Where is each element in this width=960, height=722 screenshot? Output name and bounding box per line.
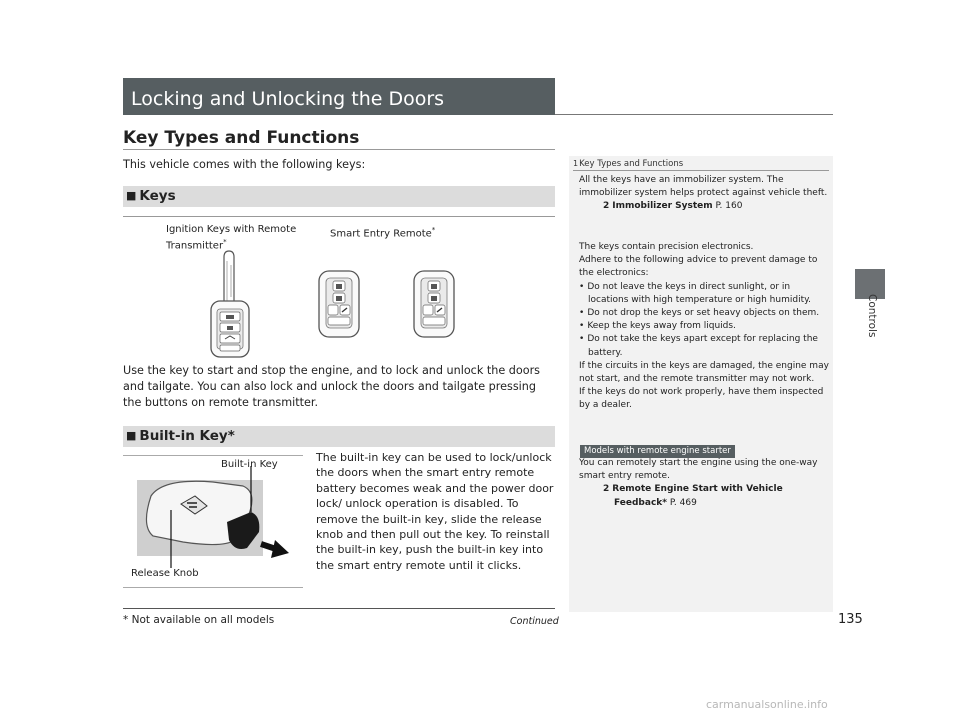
smart-remote-four-button-icon xyxy=(319,271,359,337)
reference-arrow-icon: 2 xyxy=(603,201,610,212)
page-number: 135 xyxy=(838,612,863,627)
sidebar-block-remote-start xyxy=(579,457,829,510)
list-item: • Do not take the keys apart except for replacing the battery. xyxy=(579,333,829,359)
care-bullet-list xyxy=(579,281,829,360)
ignition-keys-label: Ignition Keys with Remote Transmitter* xyxy=(166,224,297,252)
sidebar-paragraph: You can remotely start the engine using the one-way smart entry remote. xyxy=(579,458,818,482)
builtin-key-description: The built-in key can be used to lock/unlock the doors when the smart entry remote battery becomes weak and the power door lock/ unlock operation is disabled. To remove the built-in key, slide the release knob and then pull out the key. To reinstall the built-in key, push the built-in key into the smart entry remote until it clicks. xyxy=(316,451,554,572)
list-item: • Do not drop the keys or set heavy objects on them. xyxy=(579,307,829,320)
list-item: • Do not leave the keys in direct sunlight, or in locations with high temperature or high humidity. xyxy=(579,281,829,307)
chapter-rule xyxy=(555,114,833,115)
footer-rule xyxy=(123,608,555,609)
chapter-title: Locking and Unlocking the Doors xyxy=(131,88,445,110)
sidebar-rule xyxy=(573,170,829,171)
intro-text: This vehicle comes with the following keys: xyxy=(123,158,366,171)
builtin-key-subheading: ■ Built-in Key* xyxy=(126,428,235,444)
footnote: * Not available on all models xyxy=(123,614,275,626)
keys-subheading-text: Keys xyxy=(139,188,176,204)
ignition-key-icon xyxy=(211,251,249,357)
sidebar-paragraph: If the keys do not work properly, have them inspected by a dealer. xyxy=(579,387,824,411)
keys-subheading-bar xyxy=(123,186,555,207)
sidebar-paragraph: The keys contain precision electronics. xyxy=(579,242,754,252)
builtin-key-subheading-text: Built-in Key xyxy=(139,428,228,444)
square-marker-icon: ■ xyxy=(126,189,137,202)
note-number: 1 xyxy=(573,159,579,168)
release-knob-label: Release Knob xyxy=(131,568,199,579)
thumb-tab-label: Controls xyxy=(866,294,878,338)
sidebar-paragraph: All the keys have an immobilizer system. The immobilizer system helps protect against vehicle theft. xyxy=(579,175,828,199)
builtin-key-label: Built-in Key xyxy=(221,459,278,470)
watermark: carmanualsonline.info xyxy=(706,698,828,711)
sidebar-paragraph: Adhere to the following advice to prevent damage to the electronics: xyxy=(579,255,818,279)
pull-arrow-icon xyxy=(261,540,289,558)
sidebar-paragraph: If the circuits in the keys are damaged, the engine may not start, and the remote transmitter may not work. xyxy=(579,360,829,385)
square-marker-icon: ■ xyxy=(126,429,137,442)
sidebar-block-immobilizer xyxy=(579,174,829,214)
continued-label: Continued xyxy=(510,616,559,627)
smart-entry-remote-label: Smart Entry Remote* xyxy=(330,226,436,240)
immobilizer-reference-link[interactable]: 2 Immobilizer System P. 160 xyxy=(603,201,743,212)
section-title: Key Types and Functions xyxy=(123,128,360,148)
section-rule xyxy=(123,149,555,150)
reference-arrow-icon: 2 xyxy=(603,484,610,495)
remote-engine-start-reference-link[interactable]: 2 Remote Engine Start with Vehicle Feedback* P. 469 xyxy=(603,484,783,508)
model-badge: Models with remote engine starter xyxy=(580,445,735,458)
keys-subheading xyxy=(126,188,176,204)
smart-remote-five-button-icon xyxy=(414,271,454,337)
list-item: • Keep the keys away from liquids. xyxy=(579,320,829,333)
sidebar-heading: 1Key Types and Functions xyxy=(573,159,684,169)
usage-text: Use the key to start and stop the engine, and to lock and unlock the doors and tailgate. You can also lock and unlock the doors and tailgate pressing the buttons on remote transmitter. xyxy=(123,364,541,409)
sidebar-block-care xyxy=(579,241,829,413)
